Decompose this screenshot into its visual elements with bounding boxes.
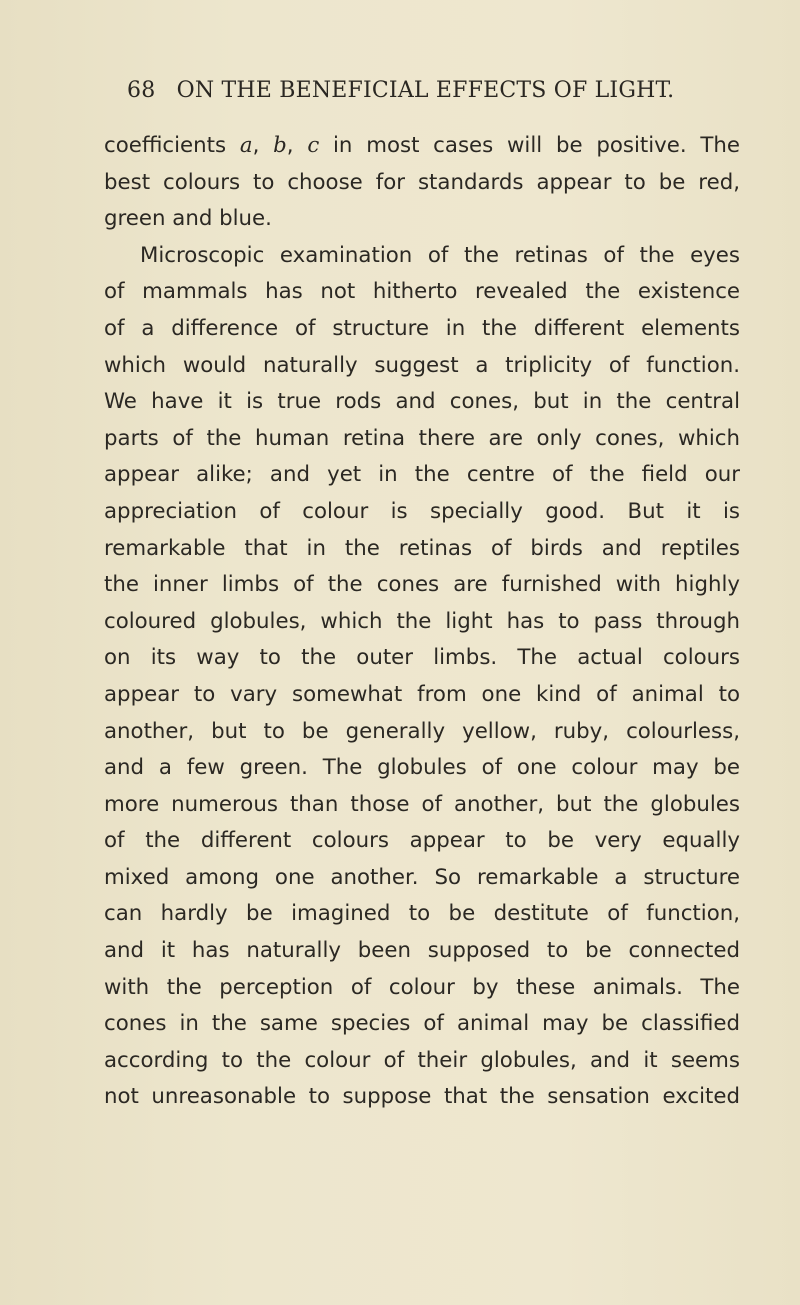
text-line: appear to vary somewhat from one kind of animal to	[104, 681, 740, 707]
text-line: We have it is true rods and cones, but in the central	[104, 389, 740, 415]
text-segment: ,	[252, 133, 274, 158]
running-title: ON THE BENEFICIAL EFFECTS OF LIGHT.	[176, 78, 675, 103]
text-line: which would naturally suggest a triplicity of function.	[104, 352, 740, 378]
text-line: and a few green. The globules of one colour may be	[104, 755, 740, 781]
text-line: on its way to the outer limbs. The actual colours	[104, 645, 740, 671]
text-line: and it has naturally been supposed to be connected	[104, 938, 740, 964]
text-line: of a difference of structure in the different elements	[104, 315, 740, 341]
text-line: appear alike; and yet in the centre of the field our	[104, 462, 740, 488]
text-line: coloured globules, which the light has to pass through	[104, 608, 740, 634]
variable-b: b	[273, 133, 287, 158]
text-line: with the perception of colour by these animals. The	[104, 974, 740, 1000]
variable-c: c	[307, 133, 320, 158]
text-line: best colours to choose for standards appear to be red,	[104, 169, 740, 195]
text-line: of the different colours appear to be very equally	[104, 828, 740, 854]
text-line: mixed among one another. So remarkable a structure	[104, 864, 740, 890]
text-line: appreciation of colour is specially good. But it is	[104, 498, 740, 524]
text-line: cones in the same species of animal may be classified	[104, 1011, 740, 1037]
page-number: 68	[127, 78, 156, 103]
text-line: parts of the human retina there are only cones, which	[104, 425, 740, 451]
text-line: remarkable that in the retinas of birds and reptiles	[104, 535, 740, 561]
text-segment: in most cases will be positive. The	[319, 133, 741, 158]
running-header	[127, 78, 687, 103]
text-line	[104, 128, 740, 165]
text-line: of mammals has not hitherto revealed the existence	[104, 279, 740, 305]
text-line: more numerous than those of another, but the globules	[104, 791, 740, 817]
text-line: the inner limbs of the cones are furnished with highly	[104, 572, 740, 598]
text-line: not unreasonable to suppose that the sensation excited	[104, 1084, 740, 1110]
text-line: green and blue.	[104, 206, 272, 232]
text-segment: ,	[286, 133, 308, 158]
text-line: according to the colour of their globules, and it seems	[104, 1047, 740, 1073]
text-line: can hardly be imagined to be destitute of function,	[104, 901, 740, 927]
text-line: Microscopic examination of the retinas of the eyes	[140, 242, 740, 268]
variable-a: a	[239, 133, 253, 158]
body-text	[104, 128, 740, 1116]
text-segment: coefficients	[104, 133, 240, 158]
text-line: another, but to be generally yellow, ruby, colourless,	[104, 718, 740, 744]
